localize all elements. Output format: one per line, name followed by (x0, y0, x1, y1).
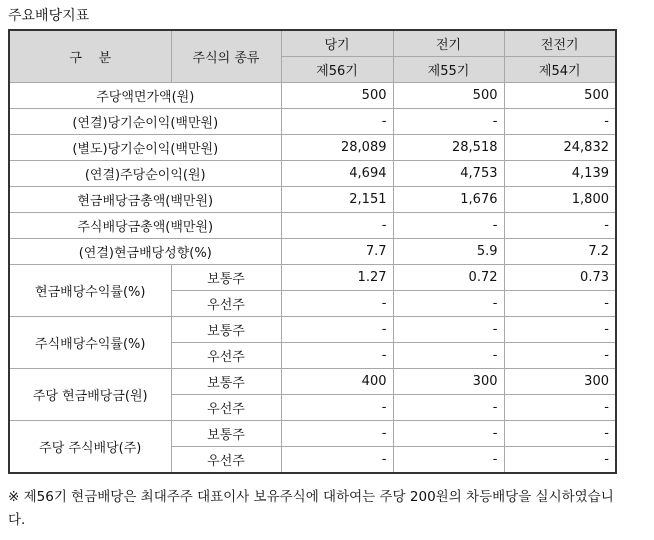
cell-value: 500 (393, 83, 504, 109)
cell-value: - (393, 343, 504, 369)
table-row (9, 369, 616, 395)
table-row (9, 265, 616, 291)
header-period-number: 제56기 (281, 57, 393, 83)
cell-value: - (393, 317, 504, 343)
stock-type: 보통주 (171, 369, 281, 395)
cell-value: - (281, 343, 393, 369)
group-label: 주당 현금배당금(원) (9, 369, 171, 421)
table-row (9, 421, 616, 447)
stock-type: 우선주 (171, 291, 281, 317)
row-label: 주당액면가액(원) (9, 83, 281, 109)
cell-value: 2,151 (281, 187, 393, 213)
cell-value: 1,676 (393, 187, 504, 213)
cell-value: 500 (281, 83, 393, 109)
cell-value: 0.72 (393, 265, 504, 291)
header-category: 구 분 (9, 30, 171, 83)
table-row (9, 135, 616, 161)
row-label: (연결)현금배당성향(%) (9, 239, 281, 265)
header-period-number: 제54기 (504, 57, 616, 83)
header-period-number: 제55기 (393, 57, 504, 83)
cell-value: - (504, 447, 616, 474)
group-label: 현금배당수익률(%) (9, 265, 171, 317)
header-stock-type: 주식의 종류 (171, 30, 281, 83)
header-period: 전기 (393, 30, 504, 57)
cell-value: - (393, 395, 504, 421)
stock-type: 우선주 (171, 395, 281, 421)
cell-value: - (393, 421, 504, 447)
cell-value: 500 (504, 83, 616, 109)
table-row (9, 213, 616, 239)
cell-value: 4,694 (281, 161, 393, 187)
cell-value: - (504, 109, 616, 135)
cell-value: - (393, 447, 504, 474)
page-title: 주요배당지표 (8, 8, 90, 24)
cell-value: 24,832 (504, 135, 616, 161)
cell-value: 400 (281, 369, 393, 395)
cell-value: 28,518 (393, 135, 504, 161)
table-row (9, 109, 616, 135)
cell-value: - (504, 343, 616, 369)
stock-type: 보통주 (171, 317, 281, 343)
row-label: 주식배당금총액(백만원) (9, 213, 281, 239)
cell-value: - (393, 291, 504, 317)
cell-value: 4,753 (393, 161, 504, 187)
row-label: 현금배당금총액(백만원) (9, 187, 281, 213)
cell-value: - (504, 213, 616, 239)
group-label: 주식배당수익률(%) (9, 317, 171, 369)
cell-value: - (281, 447, 393, 474)
row-label: (연결)당기순이익(백만원) (9, 109, 281, 135)
cell-value: 7.7 (281, 239, 393, 265)
cell-value: - (504, 317, 616, 343)
cell-value: - (393, 213, 504, 239)
group-label: 주당 주식배당(주) (9, 421, 171, 474)
cell-value: - (281, 317, 393, 343)
cell-value: - (281, 291, 393, 317)
table-row (9, 83, 616, 109)
cell-value: 1,800 (504, 187, 616, 213)
cell-value: - (504, 395, 616, 421)
header-period: 전전기 (504, 30, 616, 57)
cell-value: 4,139 (504, 161, 616, 187)
stock-type: 우선주 (171, 447, 281, 474)
dividend-table (8, 29, 617, 474)
table-row (9, 239, 616, 265)
stock-type: 우선주 (171, 343, 281, 369)
cell-value: 300 (504, 369, 616, 395)
stock-type: 보통주 (171, 421, 281, 447)
table-row (9, 187, 616, 213)
header-row (9, 30, 616, 57)
cell-value: 7.2 (504, 239, 616, 265)
cell-value: - (281, 421, 393, 447)
cell-value: 300 (393, 369, 504, 395)
cell-value: - (281, 395, 393, 421)
cell-value: - (504, 421, 616, 447)
cell-value: - (281, 109, 393, 135)
cell-value: 0.73 (504, 265, 616, 291)
row-label: (연결)주당순이익(원) (9, 161, 281, 187)
cell-value: 28,089 (281, 135, 393, 161)
cell-value: 5.9 (393, 239, 504, 265)
cell-value: - (281, 213, 393, 239)
cell-value: 1.27 (281, 265, 393, 291)
cell-value: - (504, 291, 616, 317)
header-period: 당기 (281, 30, 393, 57)
cell-value: - (393, 109, 504, 135)
table-row (9, 317, 616, 343)
footnote: ※ 제56기 현금배당은 최대주주 대표이사 보유주식에 대하여는 주당 200원의 차등배당을 실시하였습니다. (8, 489, 614, 528)
stock-type: 보통주 (171, 265, 281, 291)
table-row (9, 161, 616, 187)
row-label: (별도)당기순이익(백만원) (9, 135, 281, 161)
